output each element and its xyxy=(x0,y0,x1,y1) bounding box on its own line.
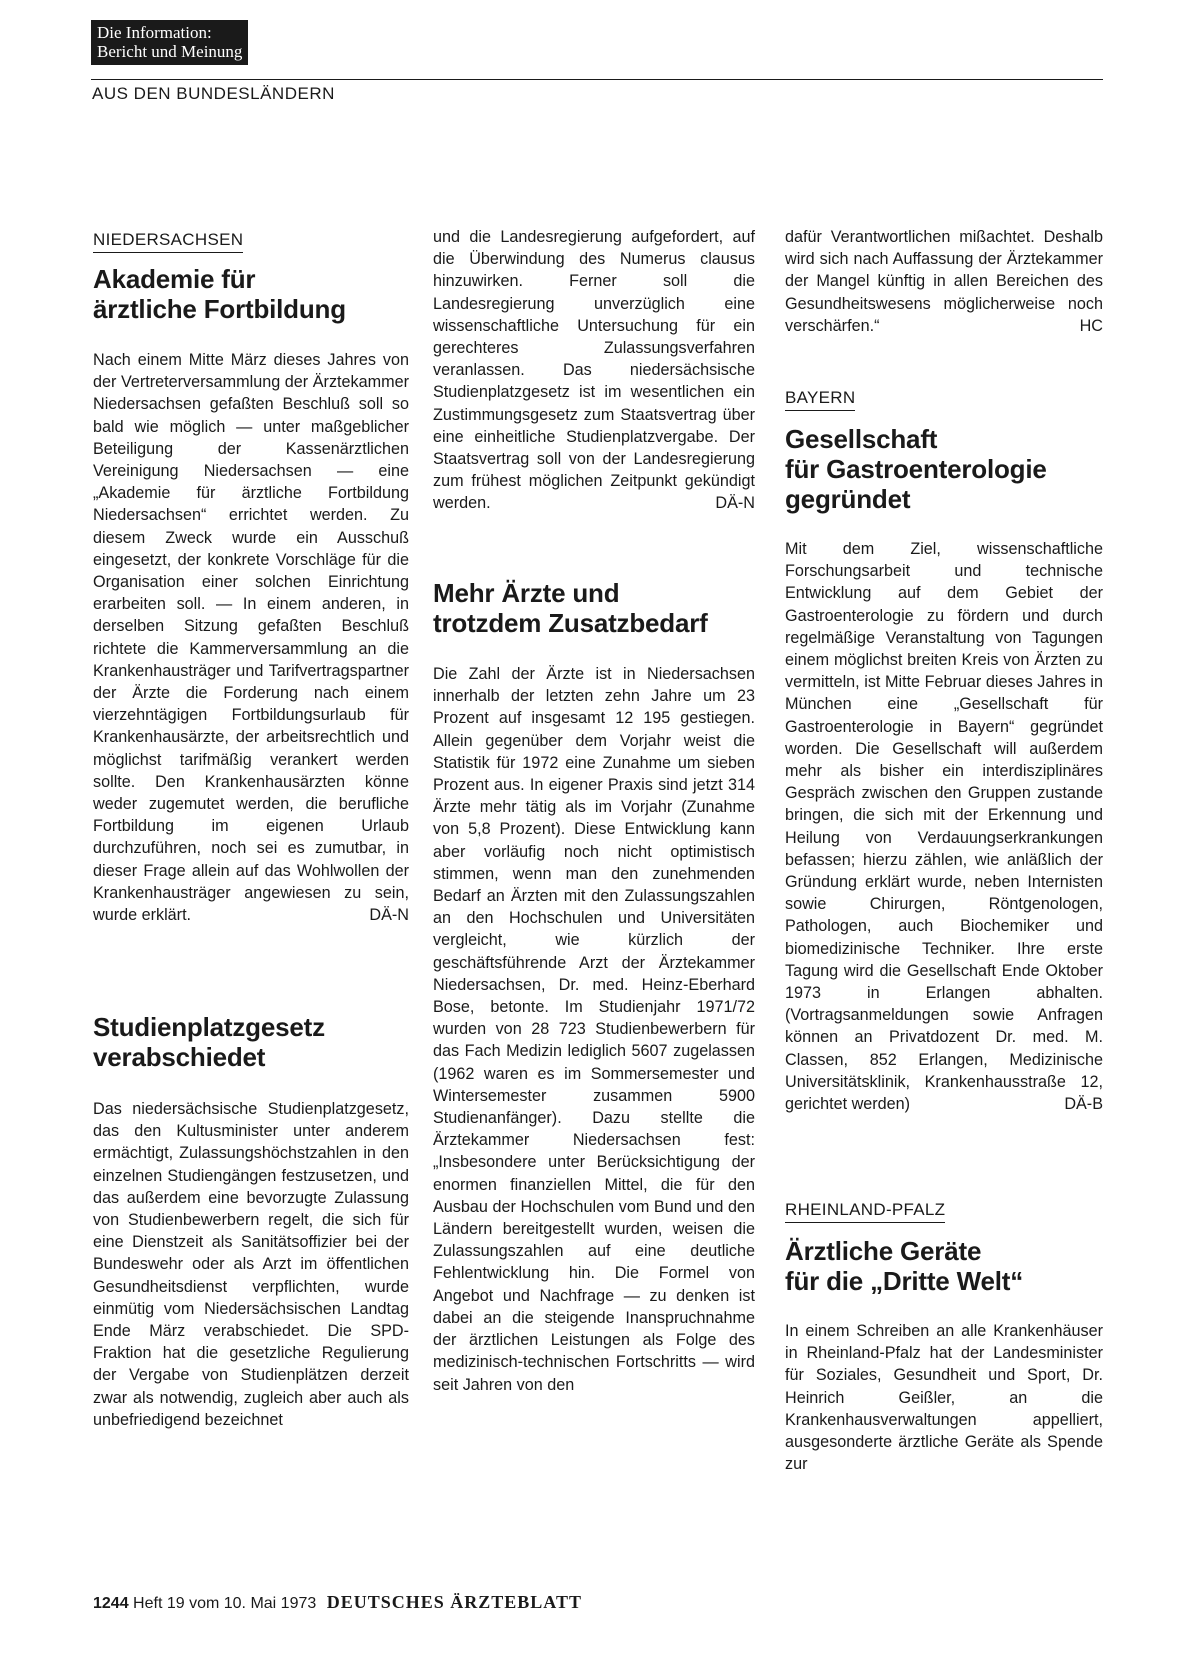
article-studienplatzgesetz-text-2: und die Landesregierung aufgefordert, auf die Überwindung des Numerus clausus hinzuwirken. Ferner soll die Landesregierung unverzüglich eine wissenschaftliche Untersuchung für ein gerechteres Zulassungsverfahren veranlassen. Das niedersächsische Studienplatzgesetz ist im wesentlichen ein Zustimmungsgesetz zum Staatsvertrag über eine einheitliche Studienplatzvergabe. Der Staatsvertrag soll von der Landesregierung zum frühest möglichen Zeitpunkt gekündigt werden. xyxy=(433,228,755,513)
article-gastroenterologie-body xyxy=(785,538,1103,1115)
headline-studienplatzgesetz xyxy=(93,1012,423,1072)
headline-mehr-aerzte-line-2: trotzdem Zusatzbedarf xyxy=(433,608,708,638)
article-studienplatzgesetz-text-1: Das niedersächsische Studienplatzgesetz, das den Kultusminister unter anderem ermächtigt, Zulassungshöchstzahlen in den einzelnen Studiengängen festzusetzen, und das außerdem eine bevorzugte Zulassung von Studienbewerbern regelt, die sich für eine Dienstzeit als Sanitätsoffizier bei der Bundeswehr oder als Arzt im öffentlichen Gesundheitsdienst verpflichten, wurde einmütig vom Niedersächsischen Landtag Ende März verabschiedet. Die SPD-Fraktion hat die gesetzliche Regulierung der Vergabe von Studienplätzen derzeit zwar als notwendig, zugleich aber auch als unbefriedigend bezeichnet xyxy=(93,1100,409,1429)
article-akademie-text: Nach einem Mitte März dieses Jahres von der Vertreterversammlung der Ärztekammer Niedersachsen gefaßten Beschluß soll so bald wie möglich — unter maßgeblicher Beteiligung der Kassenärztlichen Vereinigung Niedersachsen — eine „Akademie für ärztliche Fortbildung Niedersachsen“ errichtet werden. Zu diesem Zweck wurde ein Ausschuß eingesetzt, der konkrete Vorschläge für die Organisation einer solchen Einrichtung erarbeiten soll. — In einem anderen, in derselben Sitzung gefaßten Beschluß richtete die Kammerversammlung an die Krankenhausträger und Tarifvertragspartner der Ärzte die Forderung nach einem vierzehntägigen Fortbildungsurlaub für Krankenhausärzte, der arbeitsrechtlich und möglichst tarifmäßig verankert werden sollte. Den Krankenhausärzten könne weder zugemutet werden, die berufliche Fortbildung im eigenen Urlaub durchzuführen, noch sei es zumutbar, in dieser Frage allein auf das Wohlwollen der Krankenhausträger angewiesen zu sein, wurde erklärt. xyxy=(93,351,409,925)
article-mehr-aerzte-body-2 xyxy=(785,226,1103,337)
headline-akademie xyxy=(93,264,423,324)
headline-aerztliche-geraete xyxy=(785,1236,1115,1296)
article-studienplatzgesetz-body-2 xyxy=(433,226,755,515)
article-akademie-body xyxy=(93,349,409,926)
masthead-line-2: Bericht und Meinung xyxy=(97,42,243,61)
article-studienplatzgesetz-signature: DÄ-N xyxy=(715,494,755,513)
article-mehr-aerzte-signature: HC xyxy=(1079,316,1103,335)
article-gastroenterologie-text: Mit dem Ziel, wissenschaftliche Forschungsarbeit und technische Entwicklung auf dem Gebiet der Gastroenterologie zu fördern und durch regelmäßige Veranstaltung von Tagungen einem möglichst breiten Kreis von Ärzten zu vermitteln, ist Mitte Februar dieses Jahres in München eine „Gesellschaft für Gastroenterologie in Bayern“ gegründet worden. Die Gesellschaft will außerdem mehr als bisher ein interdisziplinäres Gespräch zwischen den Gruppen zustande bringen, die sich mit der Erkennung und Heilung von Verdauungserkrankungen befassen; hierzu zählen, wie anläßlich der Gründung erklärt wurde, neben Internisten sowie Chirurgen, Röntgenologen, Pathologen, auch Biochemiker und biomedizinische Techniker. Ihre erste Tagung wird die Gesellschaft Ende Oktober 1973 in Erlangen abhalten. (Vortragsanmeldungen sowie Anfragen können an Privatdozent Dr. med. M. Classen, 852 Erlangen, Medizinische Universitätsklinik, Krankenhausstraße 12, gerichtet werden) xyxy=(785,540,1103,1114)
article-akademie-signature: DÄ-N xyxy=(369,906,409,925)
headline-gastroenterologie xyxy=(785,424,1115,514)
article-gastroenterologie-signature: DÄ-B xyxy=(1064,1095,1103,1114)
headline-akademie-line-2: ärztliche Fortbildung xyxy=(93,294,346,324)
article-mehr-aerzte-text-1: Die Zahl der Ärzte ist in Niedersachsen innerhalb der letzten zehn Jahre um 23 Prozent auf insgesamt 12 195 gestiegen. Allein gegenüber dem Vorjahr weist die Statistik für 1972 eine Zunahme um sieben Prozent aus. In eigener Praxis sind jetzt 314 Ärzte mehr tätig als im Vorjahr (Zunahme von 5,8 Prozent). Diese Entwicklung kann aber vorläufig noch nicht optimistisch stimmen, wenn man den zunehmenden Bedarf an Ärzten mit den Zulassungszahlen an den Hochschulen und Universitäten vergleicht, wie kürzlich der geschäftsführende Arzt der Ärztekammer Niedersachsen, Dr. med. Heinz-Eberhard Bose, betonte. Im Studienjahr 1971/72 wurden von 28 723 Studienbewerbern für das Fach Medizin lediglich 5607 zugelassen (1962 waren es im Sommersemester und Wintersemester zusammen 5900 Studienanfänger). Dazu stellte die Ärztekammer Niedersachsen fest: „Insbesondere unter Berücksichtigung der enormen finanziellen Mittel, die für den Ausbau der Hochschulen vom Bund und den Ländern bereitgestellt wurden, weisen die Zulassungszahlen auf eine deutliche Fehlentwicklung hin. Die Formel von Angebot und Nachfrage — zu denken ist dabei an die steigende Inanspruchnahme der ärztlichen Leistungen als Folge des medizinisch-technischen Fortschritts — wird seit Jahren von den xyxy=(433,665,755,1394)
region-bayern: BAYERN xyxy=(785,388,855,411)
article-aerztliche-geraete-body xyxy=(785,1320,1103,1475)
masthead-label xyxy=(91,20,248,65)
headline-studienplatzgesetz-line-1: Studienplatzgesetz xyxy=(93,1012,325,1042)
article-mehr-aerzte-body-1 xyxy=(433,663,755,1396)
headline-mehr-aerzte-line-1: Mehr Ärzte und xyxy=(433,578,620,608)
region-niedersachsen: NIEDERSACHSEN xyxy=(93,230,243,253)
magazine-name: DEUTSCHES ÄRZTEBLATT xyxy=(326,1592,582,1612)
article-aerztliche-geraete-text: In einem Schreiben an alle Krankenhäuser in Rheinland-Pfalz hat der Landesminister für Soziales, Gesundheit und Sport, Dr. Heinrich Geißler, an die Krankenhausverwaltungen appelliert, ausgesonderte ärztliche Geräte als Spende zur xyxy=(785,1322,1103,1474)
page-footer xyxy=(93,1592,582,1613)
article-studienplatzgesetz-body-1 xyxy=(93,1098,409,1431)
article-mehr-aerzte-text-2: dafür Verantwortlichen mißachtet. Deshalb wird sich nach Auffassung der Ärztekammer der Mangel künftig in allen Bereichen des Gesundheitswesens möglicherweise noch verschärfen.“ xyxy=(785,228,1103,335)
section-title: AUS DEN BUNDESLÄNDERN xyxy=(92,84,335,103)
headline-gastroenterologie-line-1: Gesellschaft xyxy=(785,424,938,454)
page-number: 1244 xyxy=(93,1595,129,1612)
headline-mehr-aerzte xyxy=(433,578,763,638)
issue-info: Heft 19 vom 10. Mai 1973 xyxy=(133,1595,317,1612)
headline-gastroenterologie-line-2: für Gastroenterologie xyxy=(785,454,1047,484)
headline-aerztliche-geraete-line-1: Ärztliche Geräte xyxy=(785,1236,982,1266)
headline-studienplatzgesetz-line-2: verabschiedet xyxy=(93,1042,266,1072)
masthead-line-1: Die Information: xyxy=(97,23,212,42)
region-rheinland-pfalz: RHEINLAND-PFALZ xyxy=(785,1200,945,1223)
headline-aerztliche-geraete-line-2: für die „Dritte Welt“ xyxy=(785,1266,1024,1296)
headline-akademie-line-1: Akademie für xyxy=(93,264,256,294)
masthead-rule xyxy=(91,79,1103,80)
headline-gastroenterologie-line-3: gegründet xyxy=(785,484,911,514)
